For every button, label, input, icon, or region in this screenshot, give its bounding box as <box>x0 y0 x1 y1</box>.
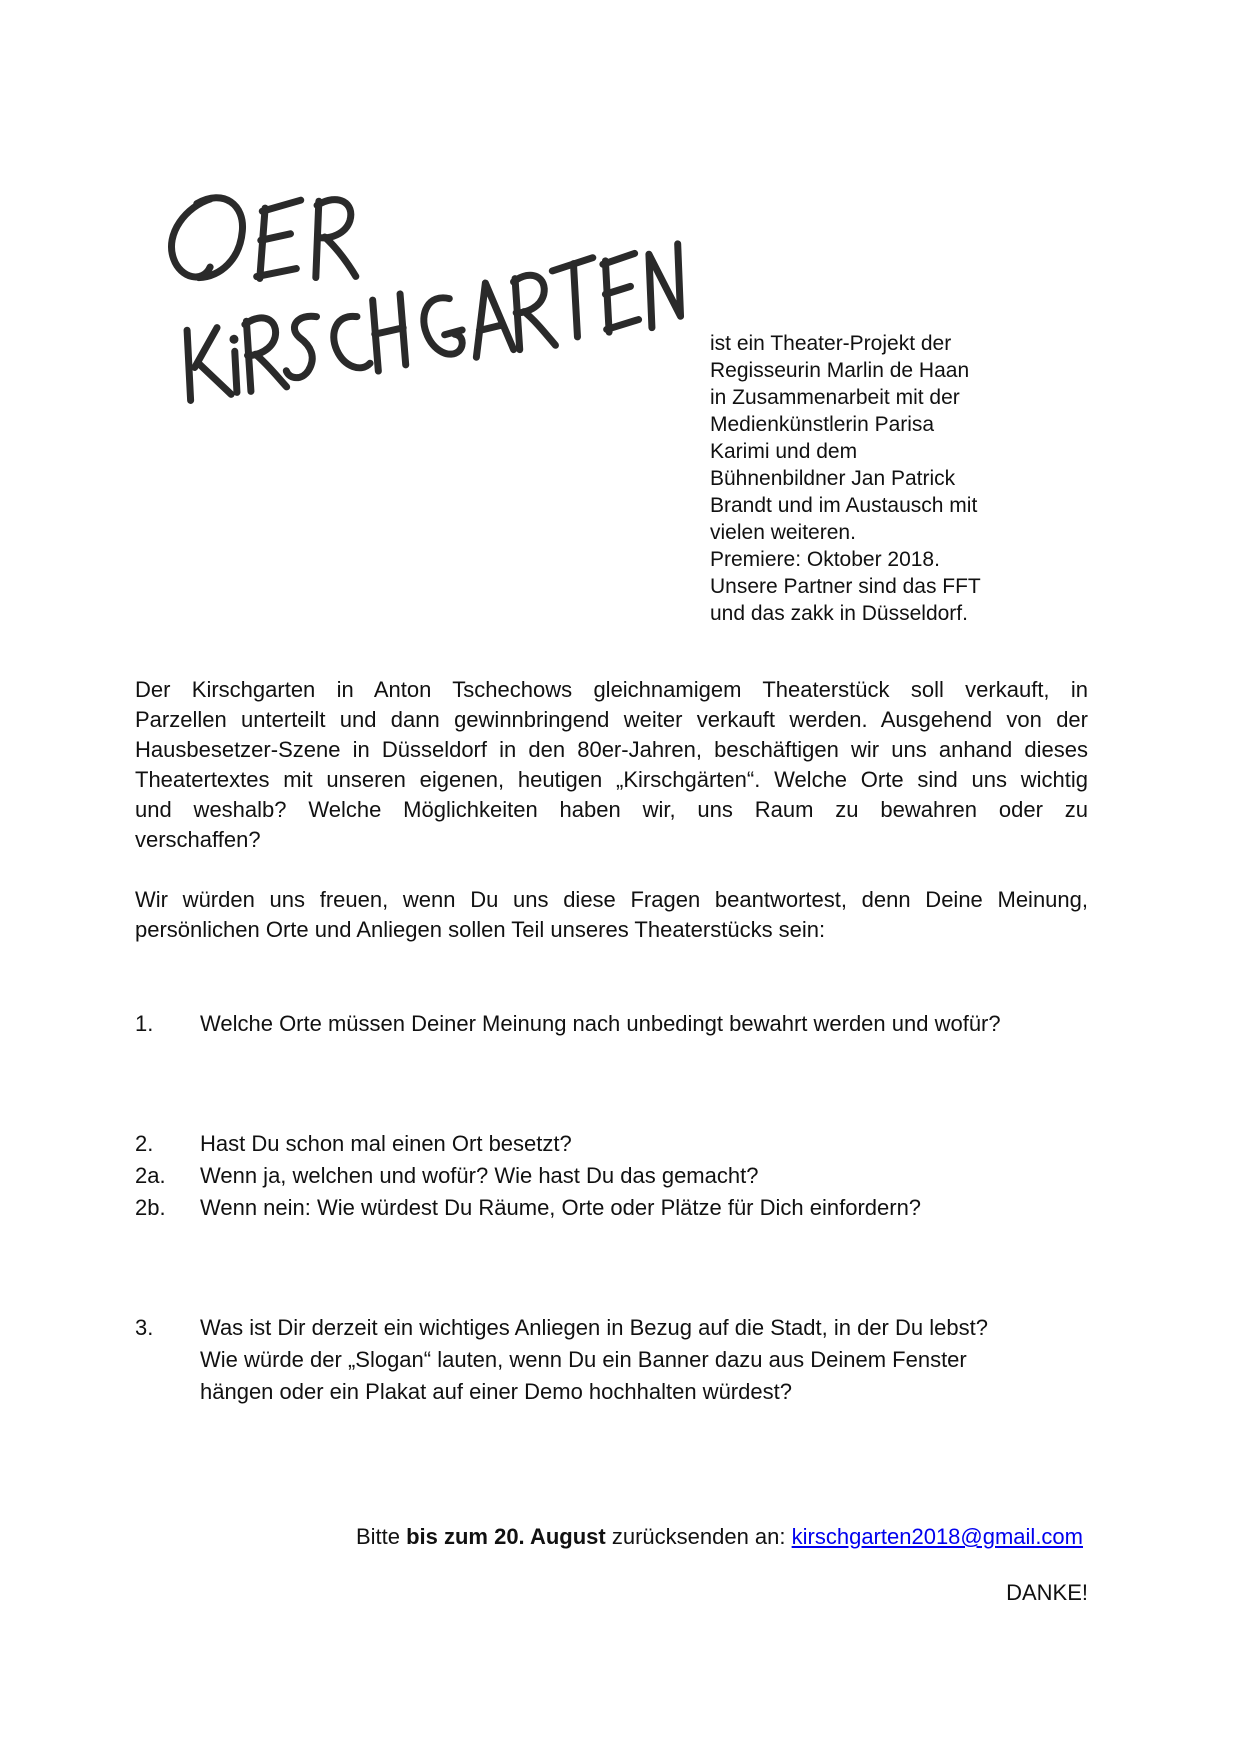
question-row <box>135 1008 1090 1040</box>
question-text <box>200 1312 1090 1408</box>
instruction-prefix: Bitte <box>355 1524 407 1549</box>
question-number: 1. <box>135 1011 154 1036</box>
paragraph-line: Hausbesetzer-Szene in Düsseldorf in den 80er-Jahren, beschäftigen wir uns anhand dieses <box>135 737 1088 762</box>
intro-line: Bühnenbildner Jan Patrick <box>710 467 956 490</box>
deadline-text: bis zum 20. August <box>406 1524 606 1549</box>
question-row <box>135 1192 1090 1224</box>
intro-line: Regisseurin Marlin de Haan <box>710 359 970 382</box>
intro-line: Medienkünstlerin Parisa <box>710 413 935 436</box>
question-text: Welche Orte müssen Deiner Meinung nach unbedingt bewahrt werden und wofür? <box>200 1011 1001 1036</box>
question-row <box>135 1160 1090 1192</box>
intro-line: Unsere Partner sind das FFT <box>710 575 981 598</box>
intro-line: ist ein Theater-Projekt der <box>710 332 952 355</box>
question-3 <box>135 1312 1090 1408</box>
intro-line: und das zakk in Düsseldorf. <box>710 602 968 625</box>
question-line: hängen oder ein Plakat auf einer Demo hochhalten würdest? <box>200 1379 792 1404</box>
question-2-group <box>135 1128 1090 1224</box>
project-intro-column <box>710 330 1090 627</box>
paragraph-line: Parzellen unterteilt und dann gewinnbringend weiter verkauft werden. Ausgehend von der <box>135 707 1088 732</box>
question-number: 2a. <box>135 1163 166 1188</box>
email-link[interactable]: kirschgarten2018@gmail.com <box>791 1524 1083 1549</box>
paragraph-line: persönlichen Orte und Anliegen sollen Teil unseres Theaterstücks sein: <box>135 917 826 942</box>
question-text: Wenn ja, welchen und wofür? Wie hast Du das gemacht? <box>200 1163 759 1188</box>
kirschgarten-logo <box>145 180 705 430</box>
logo-line2-kirschgarten <box>178 244 690 402</box>
paragraph-line: Theatertextes mit unseren eigenen, heutigen „Kirschgärten“. Welche Orte sind uns wichtig <box>135 767 1088 792</box>
intro-line: in Zusammenarbeit mit der <box>710 386 960 409</box>
question-line: Wie würde der „Slogan“ lauten, wenn Du ein Banner dazu aus Deinem Fenster <box>200 1347 967 1372</box>
thanks-text: DANKE! <box>1006 1580 1088 1605</box>
instruction-middle: zurücksenden an: <box>605 1524 792 1549</box>
logo-line1-der <box>169 191 356 286</box>
paragraph-invitation <box>135 885 1088 945</box>
question-text: Wenn nein: Wie würdest Du Räume, Orte oder Plätze für Dich einfordern? <box>200 1195 922 1220</box>
question-row <box>135 1312 1090 1408</box>
question-text: Hast Du schon mal einen Ort besetzt? <box>200 1131 572 1156</box>
intro-line: Brandt und im Austausch mit <box>710 494 978 517</box>
intro-line: Premiere: Oktober 2018. <box>710 548 940 571</box>
question-number: 3. <box>135 1315 154 1340</box>
question-number: 2. <box>135 1131 154 1156</box>
question-1 <box>135 1008 1090 1040</box>
intro-line: Karimi und dem <box>710 440 858 463</box>
paragraph-line: Der Kirschgarten in Anton Tschechows gleichnamigem Theaterstück soll verkauft, in <box>135 677 1088 702</box>
paragraph-line: und weshalb? Welche Möglichkeiten haben wir, uns Raum zu bewahren oder zu <box>135 797 1088 822</box>
question-number: 2b. <box>135 1195 166 1220</box>
return-instruction <box>135 1522 1083 1552</box>
question-row <box>135 1128 1090 1160</box>
paragraph-kirschgarten-description <box>135 675 1088 855</box>
question-line: Was ist Dir derzeit ein wichtiges Anliegen in Bezug auf die Stadt, in der Du lebst? <box>200 1315 988 1340</box>
intro-line: vielen weiteren. <box>710 521 856 544</box>
paragraph-line: verschaffen? <box>135 827 261 852</box>
paragraph-line: Wir würden uns freuen, wenn Du uns diese Fragen beantwortest, denn Deine Meinung, <box>135 887 1088 912</box>
